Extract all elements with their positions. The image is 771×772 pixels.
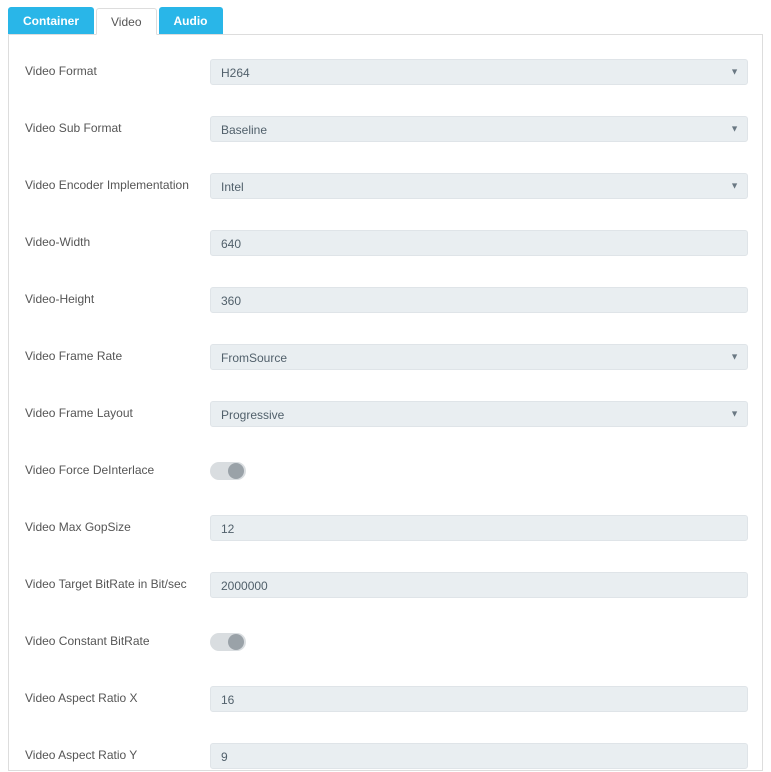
form-row-video-target-bitrate — [9, 556, 762, 613]
chevron-down-icon: ▼ — [730, 123, 739, 133]
chevron-down-icon: ▼ — [730, 66, 739, 76]
label-video-max-gopsize: Video Max GopSize — [25, 520, 131, 534]
input-video-max-gopsize-wrap — [210, 515, 748, 541]
select-video-encoder-implementation[interactable] — [210, 173, 748, 199]
input-video-width[interactable]: 640 — [210, 230, 748, 256]
form-row-video-force-deinterlace — [9, 442, 762, 499]
select-video-frame-layout[interactable] — [210, 401, 748, 427]
chevron-down-icon: ▼ — [730, 408, 739, 418]
toggle-video-force-deinterlace[interactable] — [210, 462, 246, 480]
label-video-frame-rate: Video Frame Rate — [25, 349, 123, 363]
input-video-max-gopsize[interactable]: 12 — [210, 515, 748, 541]
form-row-video-constant-bitrate — [9, 613, 762, 670]
label-video-constant-bitrate: Video Constant BitRate — [25, 634, 150, 648]
video-settings-panel — [8, 35, 763, 771]
form-row-video-aspect-ratio-x — [9, 670, 762, 727]
select-video-sub-format-value: Baseline — [210, 116, 748, 142]
form-row-video-max-gopsize — [9, 499, 762, 556]
label-video-format: Video Format — [25, 64, 97, 78]
chevron-down-icon: ▼ — [730, 351, 739, 361]
label-video-sub-format: Video Sub Format — [25, 121, 122, 135]
tab-video[interactable]: Video — [96, 8, 156, 35]
input-video-width-wrap — [210, 230, 748, 256]
input-video-height-wrap — [210, 287, 748, 313]
select-video-format[interactable] — [210, 59, 748, 85]
toggle-video-force-deinterlace-wrap — [210, 462, 748, 480]
label-video-frame-layout: Video Frame Layout — [25, 406, 133, 420]
form-row-video-frame-rate — [9, 328, 762, 385]
tab-audio[interactable]: Audio — [159, 7, 223, 34]
form-row-video-sub-format — [9, 100, 762, 157]
input-video-aspect-ratio-x-wrap — [210, 686, 748, 712]
input-video-aspect-ratio-y[interactable]: 9 — [210, 743, 748, 769]
label-video-target-bitrate: Video Target BitRate in Bit/sec — [25, 577, 187, 591]
label-video-encoder-implementation: Video Encoder Implementation — [25, 178, 189, 192]
label-video-aspect-ratio-x: Video Aspect Ratio X — [25, 691, 138, 705]
form-row-video-width — [9, 214, 762, 271]
select-video-frame-layout-value: Progressive — [210, 401, 748, 427]
toggle-video-constant-bitrate[interactable] — [210, 633, 246, 651]
label-video-width: Video-Width — [25, 235, 91, 249]
select-video-frame-rate-value: FromSource — [210, 344, 748, 370]
label-video-height: Video-Height — [25, 292, 95, 306]
form-row-video-frame-layout — [9, 385, 762, 442]
input-video-target-bitrate[interactable]: 2000000 — [210, 572, 748, 598]
label-video-aspect-ratio-y: Video Aspect Ratio Y — [25, 748, 138, 762]
input-video-target-bitrate-wrap — [210, 572, 748, 598]
select-video-sub-format[interactable] — [210, 116, 748, 142]
input-video-aspect-ratio-y-wrap — [210, 743, 748, 769]
tab-container[interactable]: Container — [8, 7, 94, 34]
toggle-knob-icon — [228, 634, 244, 650]
input-video-aspect-ratio-x[interactable]: 16 — [210, 686, 748, 712]
input-video-height[interactable]: 360 — [210, 287, 748, 313]
tab-bar — [8, 7, 763, 35]
chevron-down-icon: ▼ — [730, 180, 739, 190]
select-video-frame-rate[interactable] — [210, 344, 748, 370]
form-row-video-height — [9, 271, 762, 328]
select-video-encoder-implementation-value: Intel — [210, 173, 748, 199]
toggle-knob-icon — [228, 463, 244, 479]
form-row-video-format — [9, 43, 762, 100]
select-video-format-value: H264 — [210, 59, 748, 85]
toggle-video-constant-bitrate-wrap — [210, 633, 748, 651]
form-row-video-encoder-implementation — [9, 157, 762, 214]
label-video-force-deinterlace: Video Force DeInterlace — [25, 463, 155, 477]
form-row-video-aspect-ratio-y — [9, 727, 762, 771]
